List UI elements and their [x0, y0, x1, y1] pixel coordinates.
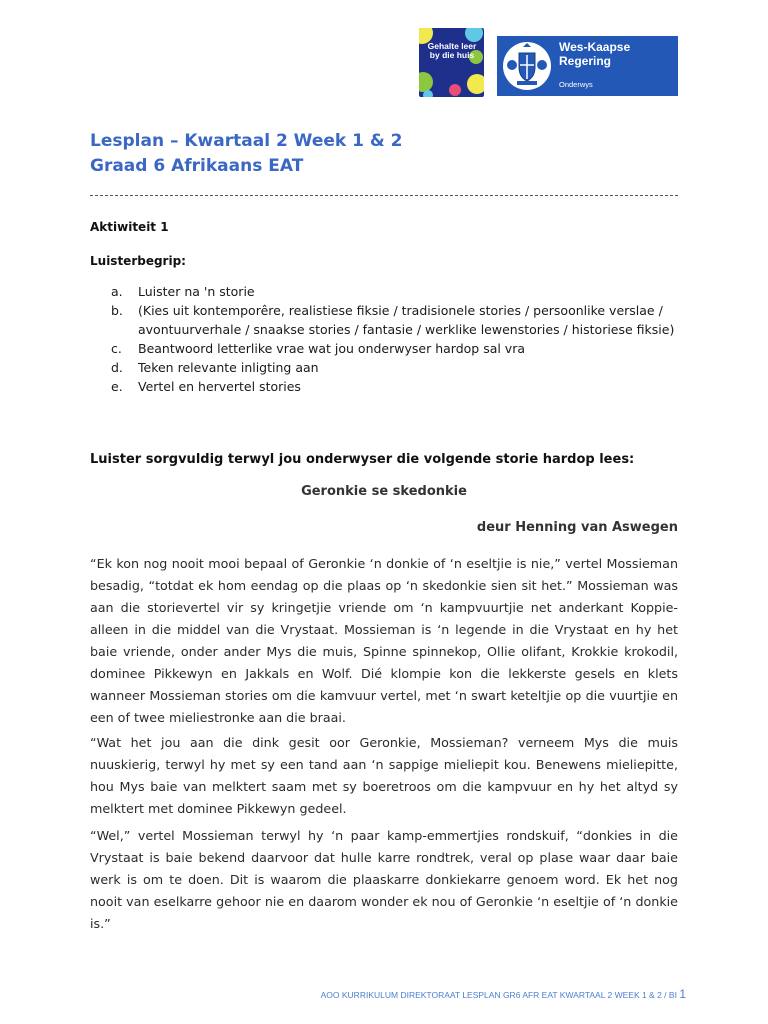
story-paragraph: “Wel,” vertel Mossieman terwyl hy ‘n paar kamp-emmertjies rondskuif, “donkies in die Vrystaat is baie bekend daarvoor dat hulle karre rondtrek, veral op plase waar daar baie werk is om te doen. Dit is waarom die plaaskarre donkiekarre genoem word. Ek het nog nooit van eselkarre gehoor nie en daarom wonder ek nou of Geronkie ‘n eseltjie of ‘n donkie is.”: [90, 828, 678, 931]
lesson-plan-title: Lesplan – Kwartaal 2 Week 1 & 2: [90, 131, 403, 151]
page-number: 1: [679, 987, 686, 1001]
list-item: c. Beantwoord letterlike vrae wat jou onderwyser hardop sal vra: [111, 341, 526, 356]
activity-heading: Aktiwiteit 1: [90, 220, 169, 234]
list-item: a. Luister na 'n storie: [111, 284, 255, 299]
story-author: deur Henning van Aswegen: [476, 520, 678, 535]
objectives-list: [111, 282, 691, 396]
story-paragraph: “Wat het jou aan die dink gesit oor Geronkie, Mossieman? verneem Mys die muis nuuskierig, terwyl hy met sy een tand aan ‘n sappige mieliepit kou. Benewens mieliepitte, hou Mys baie van melktert saam met sy boeretroos om die kampvuur en hy het altyd sy melktert met dominee Pikkewyn gedeel.: [90, 735, 678, 816]
listening-subheading: Luisterbegrip:: [90, 254, 186, 268]
gehalte-leer-logo: [419, 28, 484, 97]
story-title: Geronkie se skedonkie: [301, 484, 467, 499]
page-footer: AOO KURRIKULUM DIREKTORAAT LESPLAN GR6 AFR EAT KWARTAAL 2 WEEK 1 & 2 / BI 1: [320, 987, 686, 1001]
coat-of-arms-icon: [501, 39, 553, 93]
story-paragraph: “Ek kon nog nooit mooi bepaal of Geronkie ‘n donkie of ‘n eseltjie is nie,” vertel Mossieman besadig, “totdat ek hom eendag op die plaas op ‘n skedonkie sien sit het.” Mossieman was aan die storievertel vir sy kringetjie vriende om ‘n kampvuurtjie net anderkant Koppie-alleen in die middel van die Vrystaat. Mossieman is ‘n legende in die Vrystaat en hy het baie vriende, onder ander Mys die muis, Spinne spinnekop, Ollie olifant, Krokkie krokodil, dominee Pikkewyn en Jakkals en Wolf. Dié klompie kon die lekkerste gesels en klets wanneer Mossieman stories om die kamvuur vertel, met ‘n swart keteltjie op die vuurtjie en een of twee mieliestronke aan die braai.: [90, 556, 678, 725]
grade-subject-title: Graad 6 Afrikaans EAT: [90, 156, 304, 176]
logo-right-subtitle: Onderwys: [559, 80, 593, 89]
listening-instruction: Luister sorgvuldig terwyl jou onderwyser die volgende storie hardop lees:: [90, 452, 635, 467]
logo-left-text: Gehalte leer by die huis: [427, 41, 477, 60]
list-item: e. Vertel en hervertel stories: [111, 379, 301, 394]
list-item: b. (Kies uit kontemporêre, realistiese fiksie / tradisionele stories / persoonlike verslae / avontuurverhale / snaakse stories / fantasie / werklike lewenstories / historiese fiksie): [111, 303, 675, 337]
list-item: d. Teken relevante inligting aan: [111, 360, 319, 375]
logo-right-title: Wes-Kaapse Regering: [559, 40, 631, 68]
dashed-divider: [90, 195, 678, 196]
wes-kaapse-regering-logo: [497, 36, 678, 96]
